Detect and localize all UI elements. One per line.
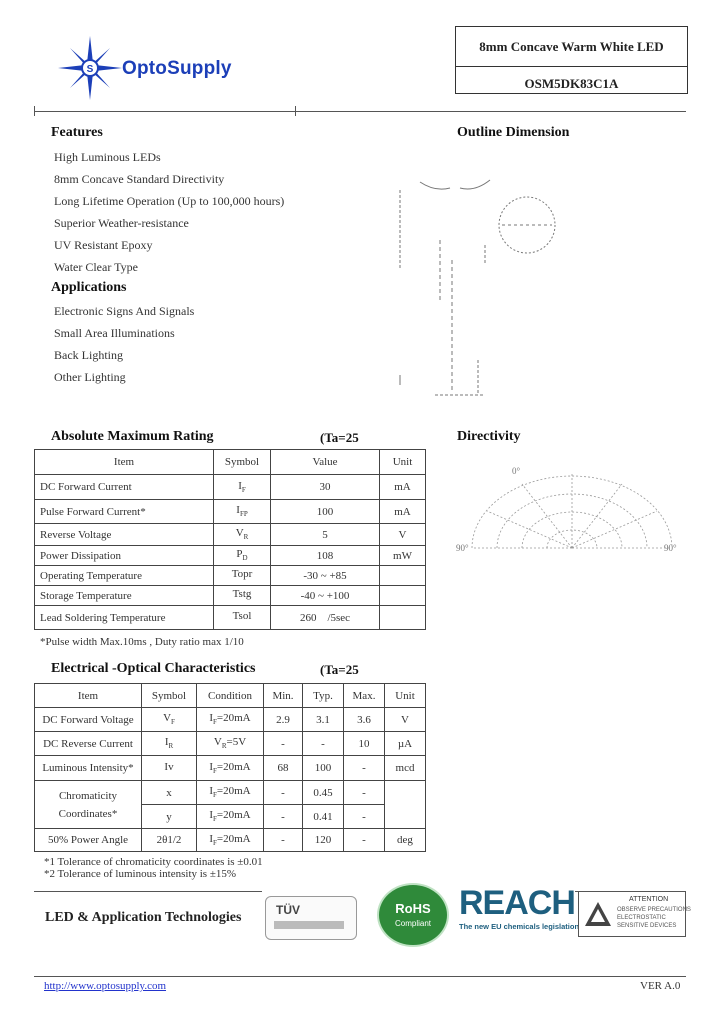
max-cell: -: [344, 829, 385, 852]
attention-line: OBSERVE PRECAUTIONS: [617, 907, 691, 913]
condition-cell: $I_F=20mA$: [197, 756, 264, 781]
item-cell: Power Dissipation: [35, 546, 214, 566]
reach-badge-text: REACH: [459, 884, 575, 922]
rohs-badge-text: RoHS: [395, 901, 431, 916]
symbol-cell: Tstg: [214, 586, 271, 606]
max-cell: -: [344, 805, 385, 829]
condition-cell: $I_F=20mA$: [197, 781, 264, 805]
amr-table: [34, 449, 426, 630]
table-row: [35, 732, 426, 756]
unit-cell: deg: [385, 829, 426, 852]
rohs-badge-subtext: Compliant: [394, 919, 431, 928]
eoc-title: Electrical -Optical Characteristics: [51, 661, 256, 676]
unit-cell: mcd: [385, 756, 426, 781]
symbol-cell: Iv: [142, 756, 197, 781]
item-cell: Pulse Forward Current*: [35, 500, 214, 524]
symbol-cell: 2θ1/2: [142, 829, 197, 852]
symbol-cell: $I_R$: [142, 732, 197, 756]
value-cell: 108: [271, 546, 380, 566]
feature-item: Water Clear Type: [54, 260, 138, 274]
footer-tagline: LED & Application Technologies: [45, 910, 242, 925]
min-cell: -: [264, 732, 303, 756]
symbol-cell: $I_F$: [214, 475, 271, 500]
amr-title: Absolute Maximum Rating: [51, 429, 214, 444]
column-header: Max.: [344, 684, 385, 708]
attention-title: ATTENTION: [629, 896, 669, 903]
unit-cell: [380, 566, 426, 586]
features-title: Features: [51, 125, 103, 140]
application-item: Electronic Signs And Signals: [54, 304, 195, 318]
rohs-badge: [377, 883, 449, 947]
table-row: [35, 524, 426, 546]
symbol-cell: y: [142, 805, 197, 829]
directivity-label-left: 90°: [456, 543, 469, 553]
symbol-cell: x: [142, 781, 197, 805]
amr-condition: (Ta=25: [320, 430, 359, 445]
unit-cell: mA: [380, 475, 426, 500]
max-cell: -: [344, 781, 385, 805]
column-header: Item: [35, 450, 214, 475]
value-cell: -30 ~ +85: [271, 566, 380, 586]
condition-cell: $V_R=5V$: [197, 732, 264, 756]
unit-cell: mA: [380, 500, 426, 524]
website-link[interactable]: http://www.optosupply.com: [44, 980, 167, 992]
outline-title: Outline Dimension: [457, 125, 570, 140]
unit-cell: [380, 586, 426, 606]
item-cell: Luminous Intensity*: [35, 756, 142, 781]
condition-cell: $I_F=20mA$: [197, 829, 264, 852]
table-row: [35, 500, 426, 524]
table-row: [35, 566, 426, 586]
item-cell: Chromaticity Coordinates*: [35, 781, 142, 829]
esd-attention-badge: [578, 891, 691, 937]
condition-cell: $I_F=20mA$: [197, 805, 264, 829]
column-header: Unit: [380, 450, 426, 475]
symbol-cell: $V_R$: [214, 524, 271, 546]
column-tick-left: [34, 106, 35, 116]
typ-cell: 0.41: [303, 805, 344, 829]
table-header-row: [35, 450, 426, 475]
symbol-cell: Topr: [214, 566, 271, 586]
item-cell: 50% Power Angle: [35, 829, 142, 852]
eoc-condition: (Ta=25: [320, 662, 359, 677]
unit-cell: µA: [385, 732, 426, 756]
header-title-box: [455, 26, 688, 94]
unit-cell: mW: [380, 546, 426, 566]
column-header: Value: [271, 450, 380, 475]
symbol-cell: $P_D$: [214, 546, 271, 566]
tuv-badge: [265, 896, 357, 940]
min-cell: -: [264, 781, 303, 805]
value-cell: 260 /5sec: [271, 606, 380, 630]
brand-name: OptoSupply: [122, 58, 232, 79]
logo: [58, 36, 278, 96]
value-cell: 5: [271, 524, 380, 546]
table-header-row: [35, 684, 426, 708]
feature-item: High Luminous LEDs: [54, 150, 161, 164]
application-item: Other Lighting: [54, 370, 126, 384]
item-cell: DC Reverse Current: [35, 732, 142, 756]
table-row: [35, 708, 426, 732]
eoc-footnote-1: *1 Tolerance of chromaticity coordinates is ±0.01: [44, 856, 263, 868]
product-title: 8mm Concave Warm White LED: [479, 39, 664, 54]
max-cell: 3.6: [344, 708, 385, 732]
outline-drawing: [390, 160, 590, 410]
symbol-cell: $V_F$: [142, 708, 197, 732]
star-burst-icon: [58, 36, 122, 100]
column-header: Item: [35, 684, 142, 708]
amr-footnote: *Pulse width Max.10ms , Duty ratio max 1/10: [40, 636, 244, 648]
min-cell: 2.9: [264, 708, 303, 732]
table-row: [35, 756, 426, 781]
column-header: Typ.: [303, 684, 344, 708]
column-header: Symbol: [142, 684, 197, 708]
unit-cell: [380, 606, 426, 630]
directivity-label-top: 0°: [512, 466, 521, 476]
item-cell: Lead Soldering Temperature: [35, 606, 214, 630]
column-header: Unit: [385, 684, 426, 708]
table-row: [35, 606, 426, 630]
condition-cell: $I_F=20mA$: [197, 708, 264, 732]
applications-title: Applications: [51, 280, 127, 295]
column-header: Condition: [197, 684, 264, 708]
eoc-table: [34, 683, 426, 852]
max-cell: 10: [344, 732, 385, 756]
min-cell: -: [264, 805, 303, 829]
directivity-label-right: 90°: [664, 543, 677, 553]
typ-cell: 100: [303, 756, 344, 781]
column-tick-middle: [295, 106, 296, 116]
application-item: Back Lighting: [54, 348, 123, 362]
feature-item: Long Lifetime Operation (Up to 100,000 hours): [54, 194, 285, 208]
value-cell: -40 ~ +100: [271, 586, 380, 606]
item-cell: Reverse Voltage: [35, 524, 214, 546]
item-cell: Operating Temperature: [35, 566, 214, 586]
unit-cell: V: [385, 708, 426, 732]
min-cell: 68: [264, 756, 303, 781]
symbol-cell: $I_{FP}$: [214, 500, 271, 524]
esd-warning-icon: [583, 900, 613, 928]
item-cell: DC Forward Voltage: [35, 708, 142, 732]
symbol-cell: Tsol: [214, 606, 271, 630]
feature-item: Superior Weather-resistance: [54, 216, 189, 230]
attention-line: ELECTROSTATIC: [617, 915, 666, 921]
table-row: [35, 829, 426, 852]
footer-divider-bottom: [34, 976, 686, 977]
item-cell: DC Forward Current: [35, 475, 214, 500]
svg-text:S: S: [86, 64, 94, 75]
typ-cell: -: [303, 732, 344, 756]
feature-item: UV Resistant Epoxy: [54, 238, 153, 252]
footer-divider-top: [34, 891, 262, 892]
header-divider: [34, 111, 686, 112]
application-item: Small Area Illuminations: [54, 326, 175, 340]
table-row: [35, 586, 426, 606]
reach-badge-subtext: The new EU chemicals legislation: [459, 922, 580, 931]
table-row: [35, 546, 426, 566]
min-cell: -: [264, 829, 303, 852]
unit-cell: [385, 781, 426, 829]
table-row: [35, 475, 426, 500]
part-number: OSM5DK83C1A: [524, 76, 619, 91]
unit-cell: V: [380, 524, 426, 546]
max-cell: -: [344, 756, 385, 781]
reach-badge: [459, 884, 580, 936]
value-cell: 30: [271, 475, 380, 500]
item-cell: Storage Temperature: [35, 586, 214, 606]
typ-cell: 120: [303, 829, 344, 852]
eoc-footnote-2: *2 Tolerance of luminous intensity is ±15%: [44, 868, 237, 880]
attention-line: SENSITIVE DEVICES: [617, 923, 677, 929]
value-cell: 100: [271, 500, 380, 524]
directivity-title: Directivity: [457, 429, 521, 444]
directivity-chart: [462, 466, 682, 556]
version-label: VER A.0: [640, 980, 681, 992]
column-header: Symbol: [214, 450, 271, 475]
typ-cell: 0.45: [303, 781, 344, 805]
table-row: [35, 781, 426, 805]
feature-item: 8mm Concave Standard Directivity: [54, 172, 225, 186]
column-header: Min.: [264, 684, 303, 708]
tuv-badge-text: TÜV: [276, 903, 300, 917]
typ-cell: 3.1: [303, 708, 344, 732]
